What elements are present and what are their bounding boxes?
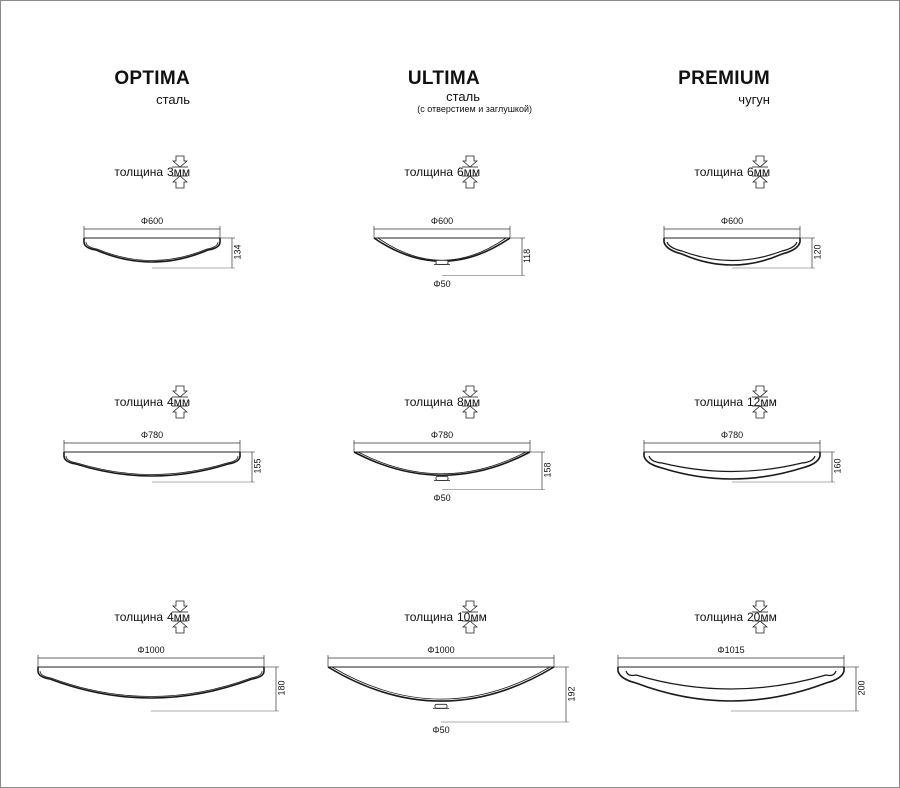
thickness-label: толщина: [404, 610, 453, 624]
thickness-value: 20мм: [747, 610, 777, 624]
thickness-value: 3мм: [167, 165, 191, 179]
diameter-label: Φ780: [140, 430, 164, 440]
thickness-label: толщина: [404, 165, 453, 179]
diameter-label: Φ1000: [427, 645, 455, 655]
drain-label: Φ50: [433, 278, 451, 289]
diameter-label: Φ600: [430, 216, 454, 226]
diameter-label: Φ780: [720, 430, 744, 440]
thickness-value: 8мм: [457, 395, 481, 409]
height-label: 200: [856, 680, 867, 696]
column-title: ULTIMA: [407, 68, 480, 89]
height-label: 180: [276, 680, 287, 696]
column-note: (с отверстием и заглушкой): [417, 104, 532, 114]
height-label: 118: [522, 248, 533, 263]
thickness-value: 6мм: [747, 165, 771, 179]
drain-label: Φ50: [433, 492, 451, 503]
column-material: чугун: [738, 92, 770, 107]
height-label: 120: [812, 244, 823, 260]
thickness-label: толщина: [114, 610, 163, 624]
thickness-label: толщина: [114, 165, 163, 179]
height-label: 160: [832, 458, 843, 474]
thickness-value: 10мм: [457, 610, 487, 624]
thickness-label: толщина: [114, 395, 163, 409]
column-material: сталь: [156, 92, 190, 107]
thickness-value: 4мм: [167, 610, 191, 624]
height-label: 155: [252, 458, 263, 474]
thickness-value: 4мм: [167, 395, 191, 409]
height-label: 134: [232, 244, 243, 260]
thickness-label: толщина: [694, 165, 743, 179]
column-title: OPTIMA: [114, 68, 190, 89]
thickness-label: толщина: [404, 395, 453, 409]
column-material: сталь: [446, 89, 480, 104]
thickness-value: 6мм: [457, 165, 481, 179]
diameter-label: Φ600: [720, 216, 744, 226]
diameter-label: Φ1000: [137, 645, 165, 655]
thickness-label: толщина: [694, 610, 743, 624]
thickness-label: толщина: [694, 395, 743, 409]
thickness-value: 12мм: [747, 395, 777, 409]
diameter-label: Φ600: [140, 216, 164, 226]
height-label: 192: [566, 685, 577, 702]
diameter-label: Φ1015: [717, 645, 745, 655]
height-label: 158: [542, 462, 553, 478]
diameter-label: Φ780: [430, 430, 454, 440]
drain-label: Φ50: [432, 725, 450, 735]
column-title: PREMIUM: [678, 68, 770, 89]
